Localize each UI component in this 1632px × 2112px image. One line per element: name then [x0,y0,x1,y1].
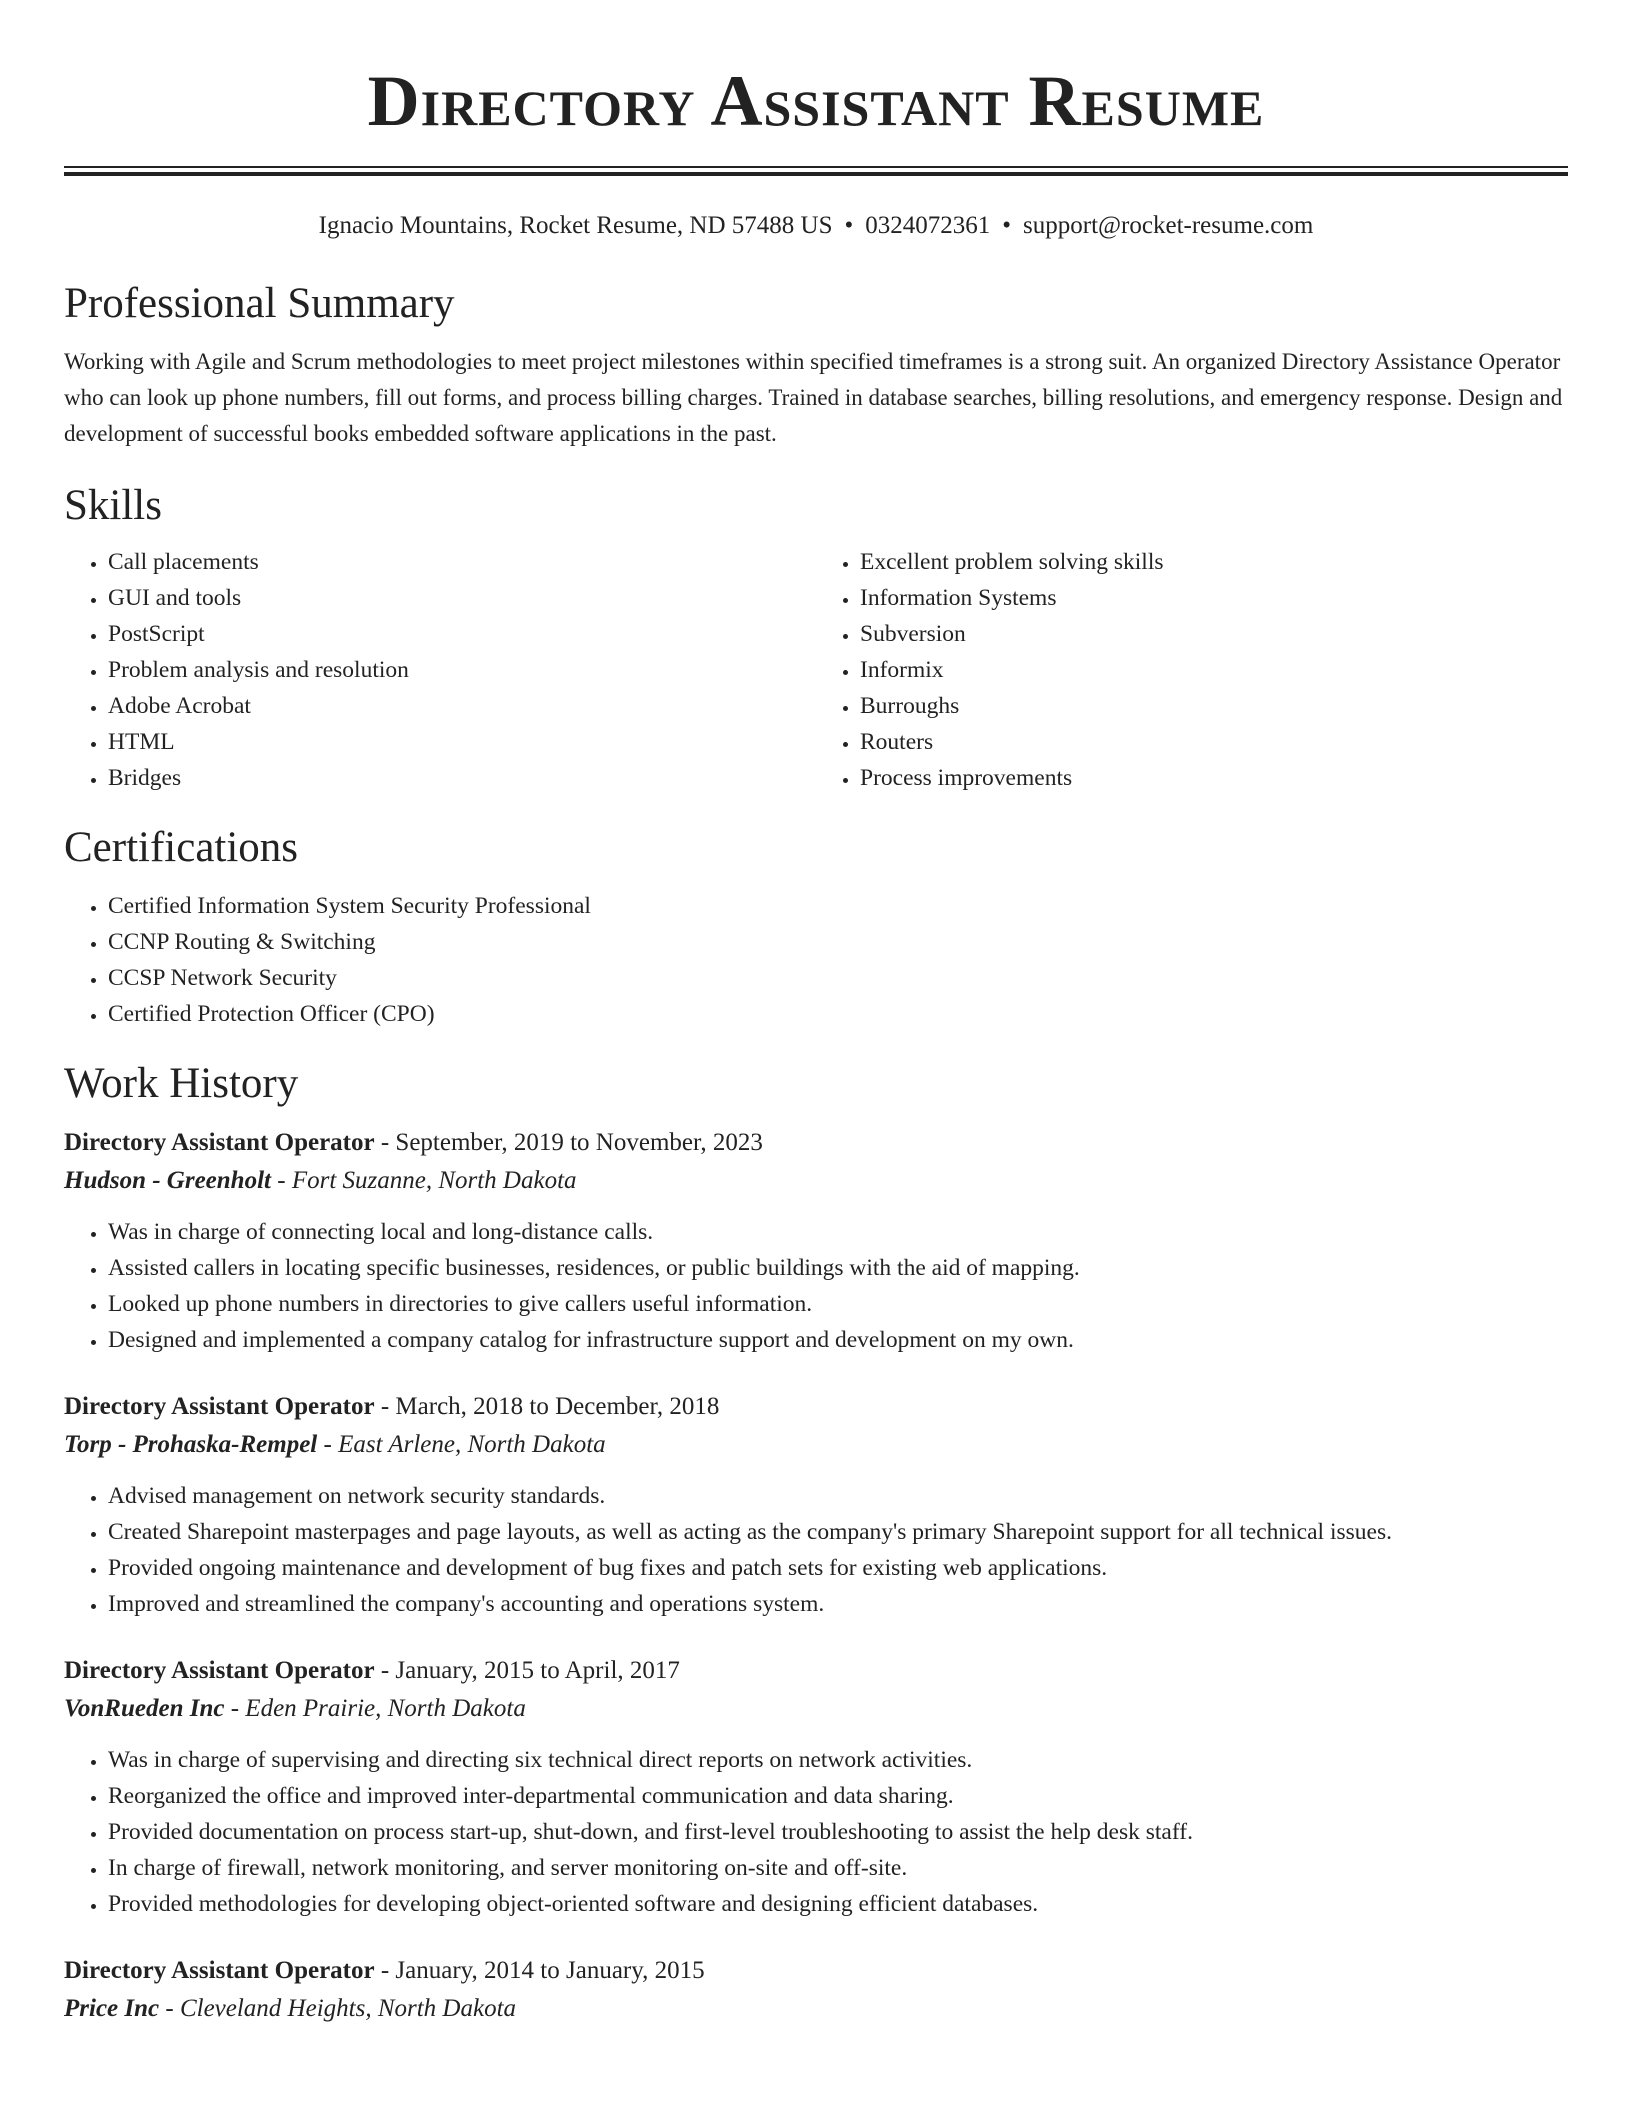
skills-heading: Skills [64,482,162,529]
job-bullet: • In charge of firewall, network monitoring, and server monitoring on-site and off-site. [108,1850,1568,1886]
job-date-joiner: to [534,1657,565,1684]
contact-line [64,210,1568,242]
skill-item: • Call placements [108,544,816,580]
job-dash: - [270,1167,292,1194]
contact-address: Ignacio Mountains, Rocket Resume, ND 57488 US [318,212,833,239]
job-start-date: March, 2018 [395,1393,524,1420]
job-bullet: • Reorganized the office and improved inter-departmental communication and data sharing. [108,1778,1568,1814]
job-end-date: April, 2017 [564,1657,680,1684]
skills-list-right [816,544,1568,796]
job-title: Directory Assistant Operator [64,1129,375,1156]
job-dash: - [374,1957,396,1984]
job-bullet: • Provided methodologies for developing object-oriented software and designing efficient databases. [108,1886,1568,1922]
title-double-rule [64,166,1568,176]
job-dash: - [374,1129,396,1156]
job-entry [64,1124,1568,1358]
skills-columns [64,544,1568,796]
skill-item: • HTML [108,724,816,760]
job-start-date: January, 2015 [395,1657,535,1684]
job-dash: - [224,1695,246,1722]
job-location: Eden Prairie, North Dakota [245,1695,526,1722]
job-title: Directory Assistant Operator [64,1393,375,1420]
contact-phone: 0324072361 [865,212,991,239]
job-date-joiner: to [534,1957,566,1984]
job-location: Fort Suzanne, North Dakota [291,1167,577,1194]
job-title-line [64,1952,1568,1990]
job-company: Price Inc [64,1995,160,2022]
job-bullet: • Was in charge of supervising and directing six technical direct reports on network activities. [108,1742,1568,1778]
skill-item: • GUI and tools [108,580,816,616]
certification-item: • Certified Information System Security Professional [108,888,1568,924]
job-company: Torp - Prohaska-Rempel [64,1431,318,1458]
job-title-line [64,1388,1568,1426]
job-bullet: • Designed and implemented a company catalog for infrastructure support and development on my own. [108,1322,1568,1358]
job-location: East Arlene, North Dakota [338,1431,606,1458]
skill-item: • Excellent problem solving skills [860,544,1568,580]
certification-item: • CCNP Routing & Switching [108,924,1568,960]
job-bullet: • Advised management on network security standards. [108,1478,1568,1514]
certification-item: • Certified Protection Officer (CPO) [108,996,1568,1032]
job-bullets [64,1214,1568,1358]
job-title: Directory Assistant Operator [64,1957,375,1984]
contact-email: support@rocket-resume.com [1023,212,1314,239]
skill-item: • Problem analysis and resolution [108,652,816,688]
job-entry [64,1952,1568,2028]
job-dash: - [317,1431,339,1458]
job-dash: - [374,1393,396,1420]
job-start-date: September, 2019 [395,1129,564,1156]
job-entry [64,1652,1568,1922]
job-company-line [64,1690,1568,1728]
skill-item: • Bridges [108,760,816,796]
job-company-line [64,1426,1568,1464]
skills-list-left [64,544,816,796]
job-title-line [64,1652,1568,1690]
job-end-date: December, 2018 [555,1393,720,1420]
skill-item: • Information Systems [860,580,1568,616]
job-dash: - [374,1657,396,1684]
job-title: Directory Assistant Operator [64,1657,375,1684]
job-dash: - [159,1995,180,2022]
job-location: Cleveland Heights, North Dakota [179,1995,517,2022]
skill-item: • Process improvements [860,760,1568,796]
resume-title: Directory Assistant Resume [367,61,1265,141]
job-bullets [64,1478,1568,1622]
job-bullets [64,1742,1568,1922]
skill-item: • Routers [860,724,1568,760]
skill-item: • PostScript [108,616,816,652]
work-history-heading: Work History [64,1060,299,1107]
job-title-line [64,1124,1568,1162]
certification-item: • CCSP Network Security [108,960,1568,996]
job-bullet: • Was in charge of connecting local and long-distance calls. [108,1214,1568,1250]
job-bullet: • Looked up phone numbers in directories to give callers useful information. [108,1286,1568,1322]
job-start-date: January, 2014 [395,1957,535,1984]
job-end-date: January, 2015 [566,1957,705,1984]
job-company: VonRueden Inc [64,1695,225,1722]
summary-text: Working with Agile and Scrum methodologies to meet project milestones within specified timeframes is a strong suit. An organized Directory Assistance Operator who can look up phone numbers, fill out forms, and process billing charges. Trained in database searches, billing resolutions, and emergency response. Design and development of successful books embedded software applications in the past. [64,349,1563,446]
job-date-joiner: to [563,1129,596,1156]
job-bullet: • Created Sharepoint masterpages and page layouts, as well as acting as the company's primary Sharepoint support for all technical issues. [108,1514,1568,1550]
job-bullet: • Improved and streamlined the company's accounting and operations system. [108,1586,1568,1622]
job-bullet: • Provided documentation on process start-up, shut-down, and first-level troubleshooting to assist the help desk staff. [108,1814,1568,1850]
certifications-heading: Certifications [64,824,299,871]
job-company: Hudson - Greenholt [64,1167,271,1194]
skill-item: • Burroughs [860,688,1568,724]
contact-separator: • [1002,212,1012,239]
job-bullet: • Assisted callers in locating specific businesses, residences, or public buildings with the aid of mapping. [108,1250,1568,1286]
skill-item: • Subversion [860,616,1568,652]
certifications-list [64,888,1568,1032]
job-end-date: November, 2023 [595,1129,763,1156]
skill-item: • Informix [860,652,1568,688]
job-company-line [64,1990,1568,2028]
job-company-line [64,1162,1568,1200]
skill-item: • Adobe Acrobat [108,688,816,724]
job-entry [64,1388,1568,1622]
job-bullet: • Provided ongoing maintenance and development of bug fixes and patch sets for existing web applications. [108,1550,1568,1586]
contact-separator: • [844,212,854,239]
summary-heading: Professional Summary [64,280,455,327]
job-date-joiner: to [523,1393,556,1420]
